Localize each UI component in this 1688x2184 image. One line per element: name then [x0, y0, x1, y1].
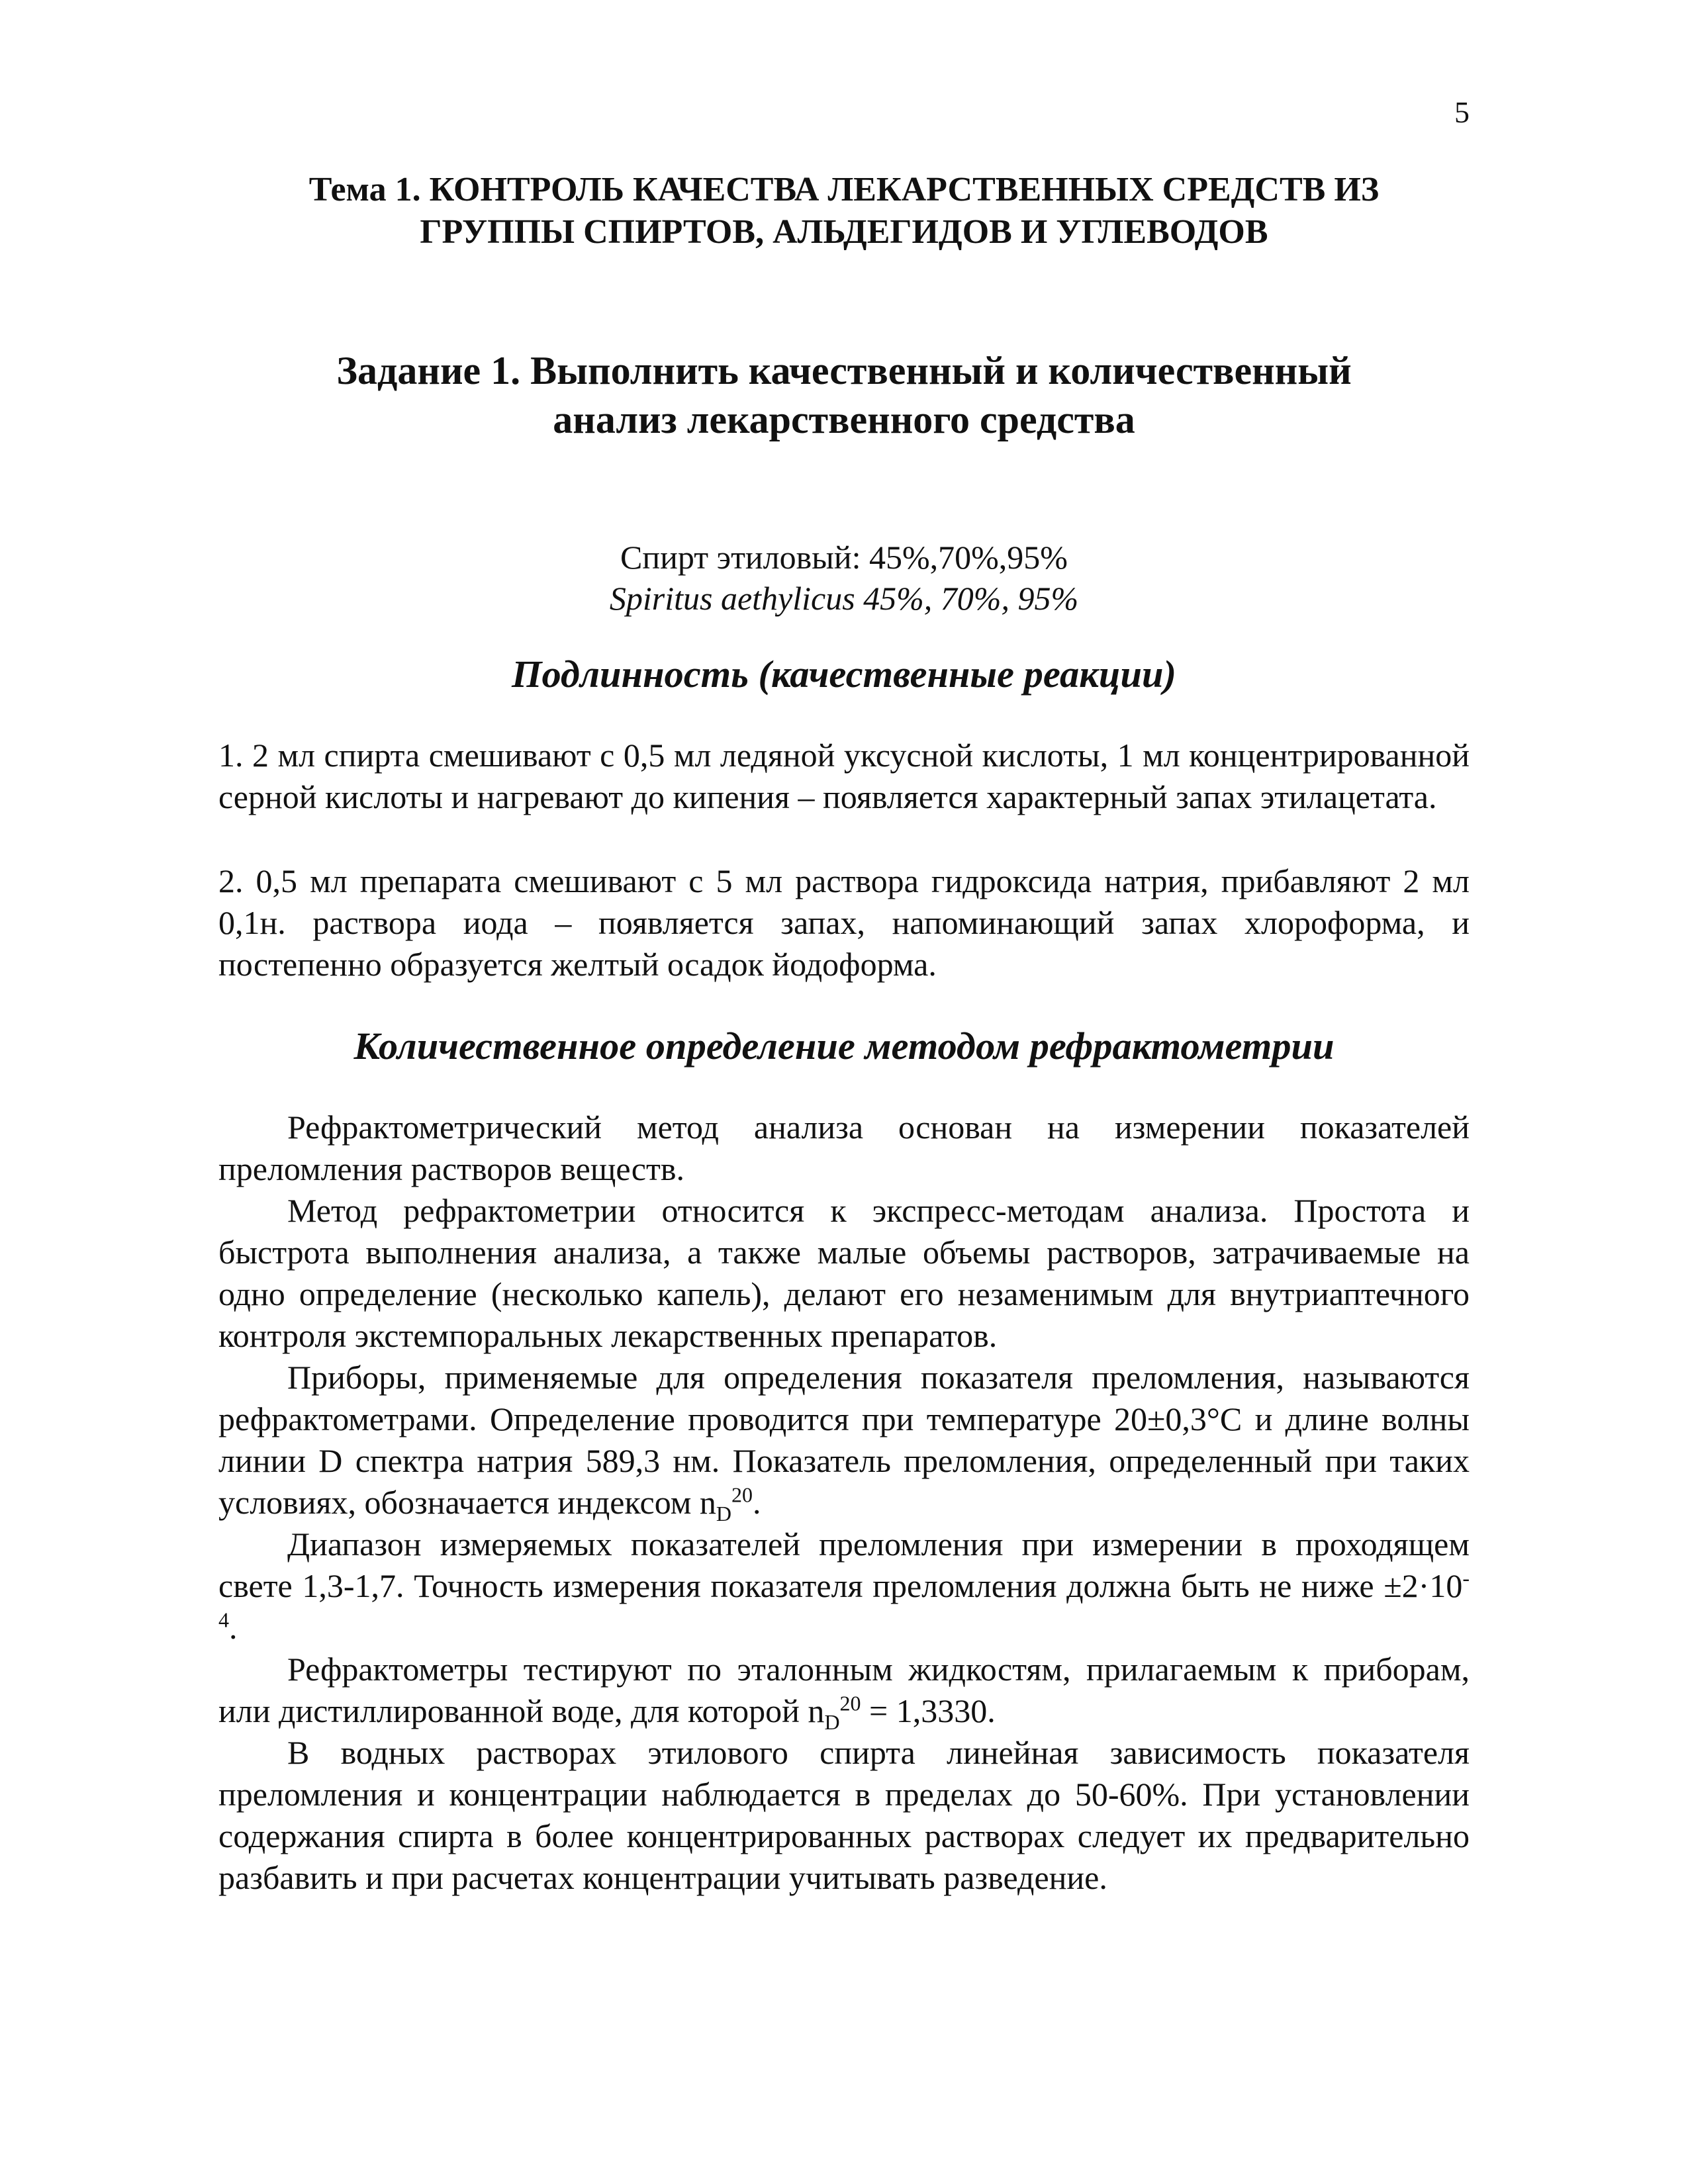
- topic-title: [218, 169, 1470, 253]
- drug-name-russian: Спирт этиловый: 45%,70%,95%: [620, 539, 1068, 576]
- reaction-1: 1. 2 мл спирта смешивают с 0,5 мл ледяной уксусной кислоты, 1 мл концентрированной серной кислоты и нагревают до кипения – появляется характерный запах этилацетата.: [218, 737, 1470, 815]
- paragraph-refractometry-method: Рефрактометрический метод анализа основан на измерении показателей преломления растворов веществ.: [218, 1109, 1470, 1187]
- paragraph-calibration-text: Рефрактометры тестируют по эталонным жидкостям, прилагаемым к приборам, или дистиллированной воде, для которой n: [218, 1651, 1470, 1729]
- exponent-superscript: -4: [218, 1566, 1470, 1632]
- task-title-line-1: Задание 1. Выполнить качественный и количественный: [336, 349, 1352, 392]
- water-index-superscript-20: 20: [839, 1691, 861, 1715]
- paragraph-refractometers-end: .: [753, 1484, 761, 1521]
- paragraph-calibration: [218, 1649, 1470, 1732]
- task-title-line-2: анализ лекарственного средства: [553, 398, 1135, 441]
- quantitative-heading: Количественное определение методом рефрактометрии: [353, 1024, 1335, 1068]
- identity-heading: Подлинность (качественные реакции): [511, 653, 1177, 696]
- paragraph-calibration-end: = 1,3330.: [861, 1692, 996, 1729]
- paragraph-measurement-range-end: .: [229, 1609, 238, 1646]
- paragraph-refractometers-text: Приборы, применяемые для определения показателя преломления, называются рефрактометрами. Определение проводится при температуре 20±0,3°С и длине волны линии D спектра натрия 589,3 нм. Показатель преломления, определенный при таких условиях, обозначается индексом n: [218, 1359, 1470, 1521]
- water-index-subscript-d: D: [824, 1710, 840, 1734]
- paragraph-linear-dependence: В водных растворах этилового спирта линейная зависимость показателя преломления и концентрации наблюдается в пределах до 50-60%. При установлении содержания спирта в более концентрированных растворах следует их предварительно разбавить и при расчетах концентрации учитывать разведение.: [218, 1734, 1470, 1896]
- paragraph-express-method: Метод рефрактометрии относится к экспресс-методам анализа. Простота и быстрота выполнения анализа, а также малые объемы растворов, затрачиваемые на одно определение (несколько капель), делают его незаменимым для внутриаптечного контроля экстемпоральных лекарственных препаратов.: [218, 1192, 1470, 1354]
- reaction-2: 2. 0,5 мл препарата смешивают с 5 мл раствора гидроксида натрия, прибавляют 2 мл 0,1н. раствора иода – появляется запах, напоминающий запах хлороформа, и постепенно образуется желтый осадок йодоформа.: [218, 862, 1470, 983]
- paragraph-measurement-range: [218, 1524, 1470, 1649]
- index-superscript-20: 20: [731, 1482, 753, 1507]
- task-title: [218, 346, 1470, 444]
- topic-title-line-1: Тема 1. КОНТРОЛЬ КАЧЕСТВА ЛЕКАРСТВЕННЫХ СРЕДСТВ ИЗ: [308, 171, 1380, 208]
- paragraph-measurement-range-text: Диапазон измеряемых показателей преломления при измерении в проходящем свете 1,3-1,7. Точность измерения показателя преломления должна быть не ниже ±2·10: [218, 1525, 1470, 1604]
- drug-name: [218, 537, 1470, 619]
- page-content: [218, 169, 1470, 1899]
- paragraph-refractometers: [218, 1357, 1470, 1524]
- topic-title-line-2: ГРУППЫ СПИРТОВ, АЛЬДЕГИДОВ И УГЛЕВОДОВ: [420, 213, 1268, 251]
- drug-name-latin: Spiritus aethylicus 45%, 70%, 95%: [609, 580, 1079, 617]
- index-subscript-d: D: [716, 1502, 732, 1525]
- page-number: 5: [1454, 95, 1470, 129]
